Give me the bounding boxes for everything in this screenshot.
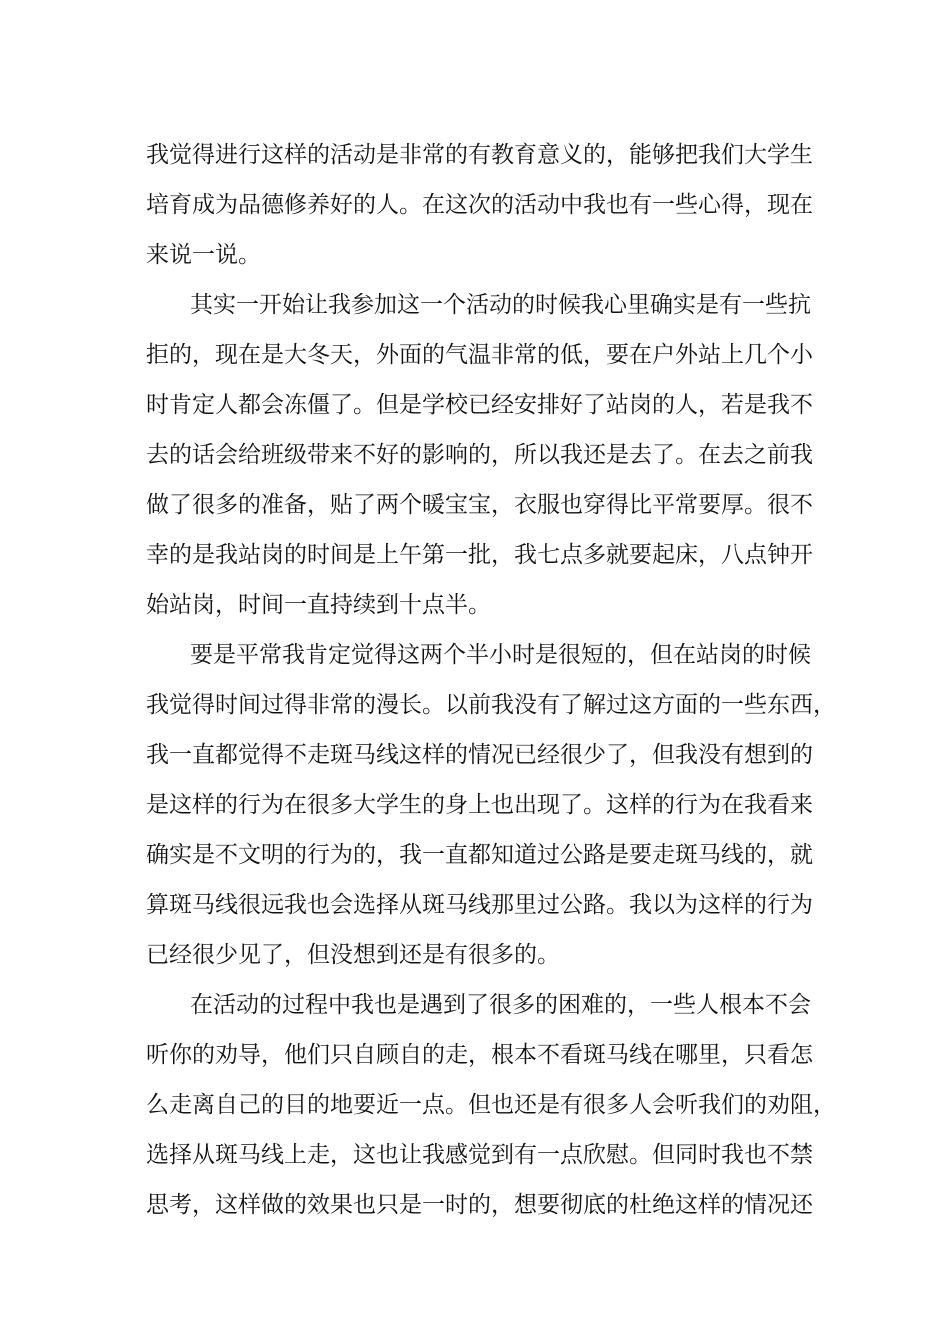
text-line: 拒的，现在是大冬天，外面的气温非常的低，要在户外站上几个小 [146,342,813,368]
text-line: 是这样的行为在很多大学生的身上也出现了。这样的行为在我看来 [146,792,813,818]
text-line: 时肯定人都会冻僵了。但是学校已经安排好了站岗的人，若是我不 [146,392,813,418]
text-line: 幸的是我站岗的时间是上午第一批，我七点多就要起床，八点钟开 [146,542,813,568]
text-line: 做了很多的准备，贴了两个暖宝宝，衣服也穿得比平常要厚。很不 [146,492,813,518]
text-line: 么走离自己的目的地要近一点。但也还是有很多人会听我们的劝阻， [146,1092,836,1118]
text-line: 选择从斑马线上走，这也让我感觉到有一点欣慰。但同时我也不禁 [146,1142,813,1168]
text-line: 确实是不文明的行为的，我一直都知道过公路是要走斑马线的，就 [146,842,813,868]
text-line: 算斑马线很远我也会选择从斑马线那里过公路。我以为这样的行为 [146,892,813,918]
paragraph-start-line: 要是平常我肯定觉得这两个半小时是很短的，但在站岗的时候 [190,642,811,668]
document-body [146,130,836,1230]
text-line: 听你的劝导，他们只自顾自的走，根本不看斑马线在哪里，只看怎 [146,1042,813,1068]
text-line: 已经很少见了，但没想到还是有很多的。 [146,942,560,968]
text-line: 我觉得进行这样的活动是非常的有教育意义的，能够把我们大学生 [146,142,813,168]
paragraph-start-line: 其实一开始让我参加这一个活动的时候我心里确实是有一些抗 [190,292,811,318]
text-line: 去的话会给班级带来不好的影响的，所以我还是去了。在去之前我 [146,442,813,468]
text-line: 来说一说。 [146,242,261,268]
text-line: 思考，这样做的效果也只是一时的，想要彻底的杜绝这样的情况还 [146,1192,813,1218]
text-line: 我一直都觉得不走斑马线这样的情况已经很少了，但我没有想到的 [146,742,813,768]
text-line: 始站岗，时间一直持续到十点半。 [146,592,491,618]
paragraph-start-line: 在活动的过程中我也是遇到了很多的困难的，一些人根本不会 [190,992,811,1018]
text-line: 培育成为品德修养好的人。在这次的活动中我也有一些心得，现在 [146,192,813,218]
text-line: 我觉得时间过得非常的漫长。以前我没有了解过这方面的一些东西， [146,692,836,718]
